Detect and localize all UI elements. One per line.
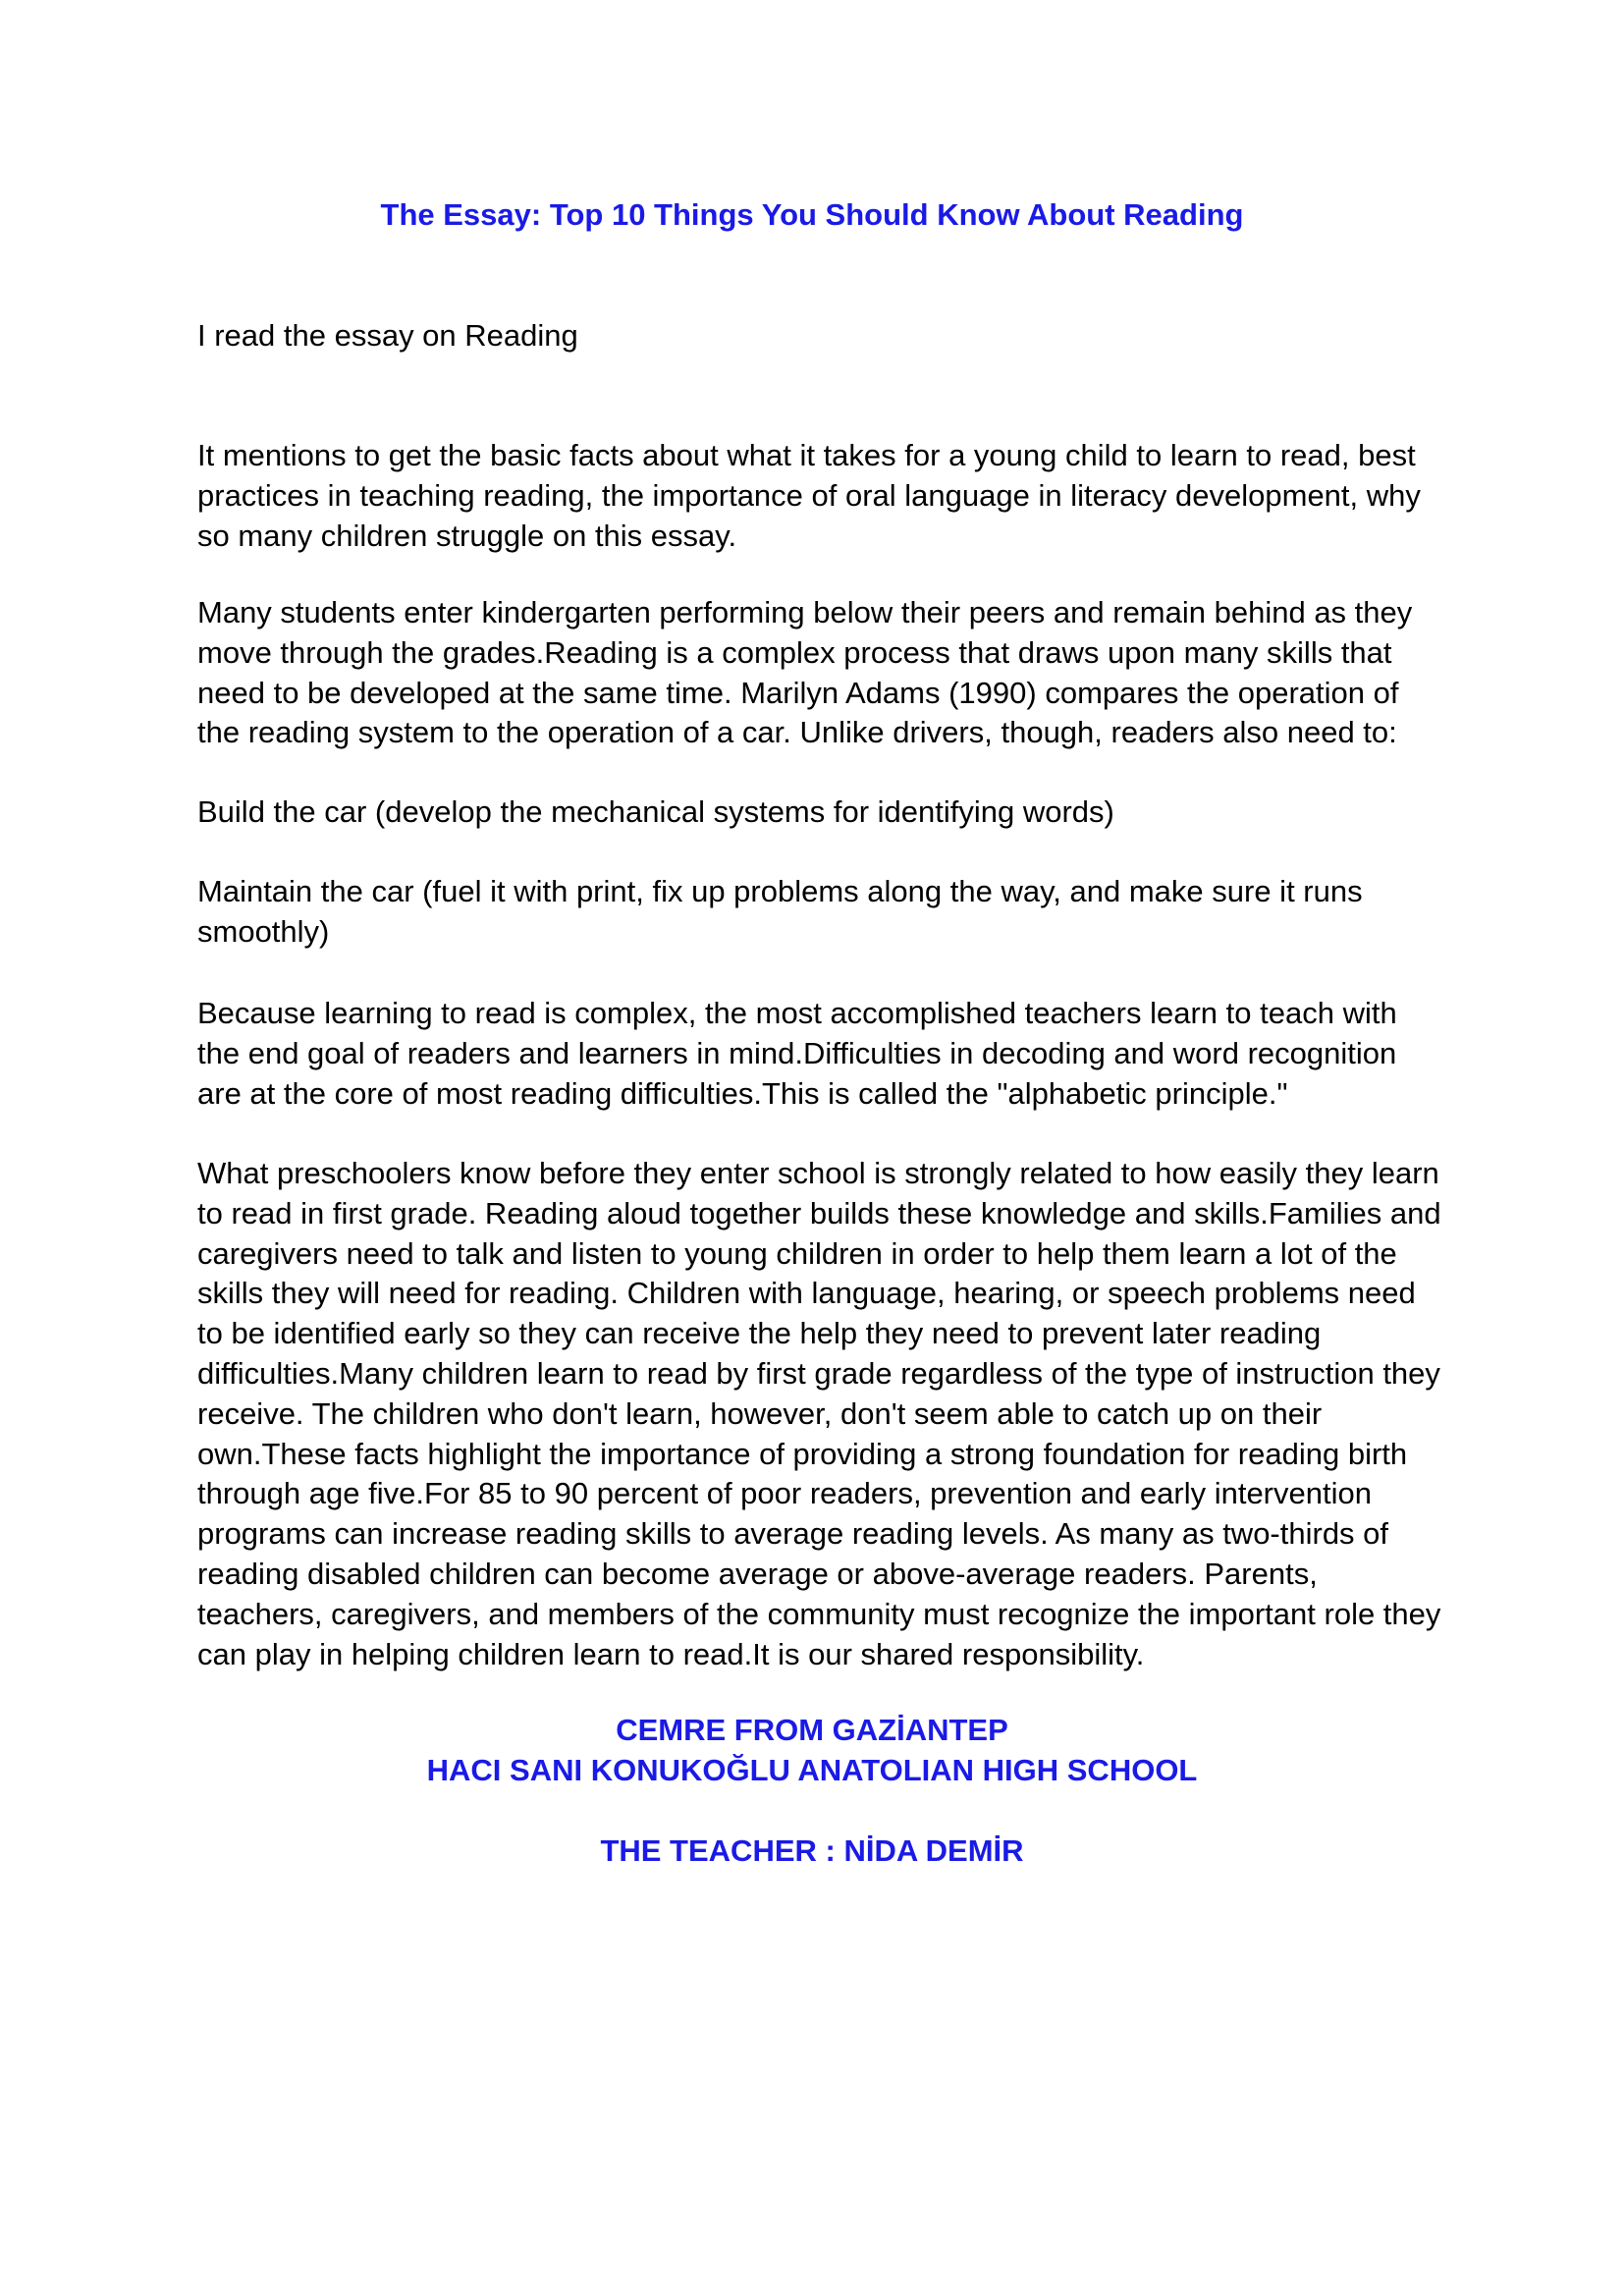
paragraph-kindergarten: Many students enter kindergarten performing below their peers and remain behind as they move through the grades.Reading is a complex process that draws upon many skills that need to be developed at the same time. Marilyn Adams (1990) compares the operation of the reading system to the operation of a car. Unlike drivers, though, readers also need to: — [197, 595, 1413, 750]
paragraph-alphabetic-principle: Because learning to read is complex, the most accomplished teachers learn to teach with the end goal of readers and learners in mind.Difficulties in decoding and word recognition are at the core of most reading difficulties.This is called the "alphabetic principle." — [197, 996, 1397, 1111]
essay-title: The Essay: Top 10 Things You Should Know About Reading — [380, 197, 1244, 232]
intro-line: I read the essay on Reading — [197, 318, 578, 353]
paragraph-basic-facts: It mentions to get the basic facts about what it takes for a young child to learn to read, best practices in teaching reading, the importance of oral language in literacy development, why so many children struggle on this essay. — [197, 438, 1421, 553]
teacher-line: THE TEACHER : NİDA DEMİR — [600, 1833, 1024, 1868]
school-line: HACI SANI KONUKOĞLU ANATOLIAN HIGH SCHOOL — [426, 1753, 1198, 1787]
paragraph-preschoolers: What preschoolers know before they enter school is strongly related to how easily they learn to read in first grade. Reading aloud together builds these knowledge and skills.Families and caregivers need to talk and listen to young children in order to help them learn a lot of the skills they will need for reading. Children with language, hearing, or speech problems need to be identified early so they can receive the help they need to prevent later reading difficulties.Many children learn to read by first grade regardless of the type of instruction they receive. The children who don't learn, however, don't seem able to catch up on their own.These facts highlight the importance of providing a strong foundation for reading birth through age five.For 85 to 90 percent of poor readers, prevention and early intervention programs can increase reading skills to average reading levels. As many as two-thirds of reading disabled children can become average or above-average readers. Parents, teachers, caregivers, and members of the community must recognize the important role they can play in helping children learn to read.It is our shared responsibility. — [197, 1156, 1441, 1671]
paragraph-build-the-car: Build the car (develop the mechanical systems for identifying words) — [197, 794, 1114, 829]
paragraph-maintain-the-car: Maintain the car (fuel it with print, fix up problems along the way, and make sure it runs smoothly) — [197, 874, 1363, 949]
author-line: CEMRE FROM GAZİANTEP — [616, 1713, 1008, 1747]
